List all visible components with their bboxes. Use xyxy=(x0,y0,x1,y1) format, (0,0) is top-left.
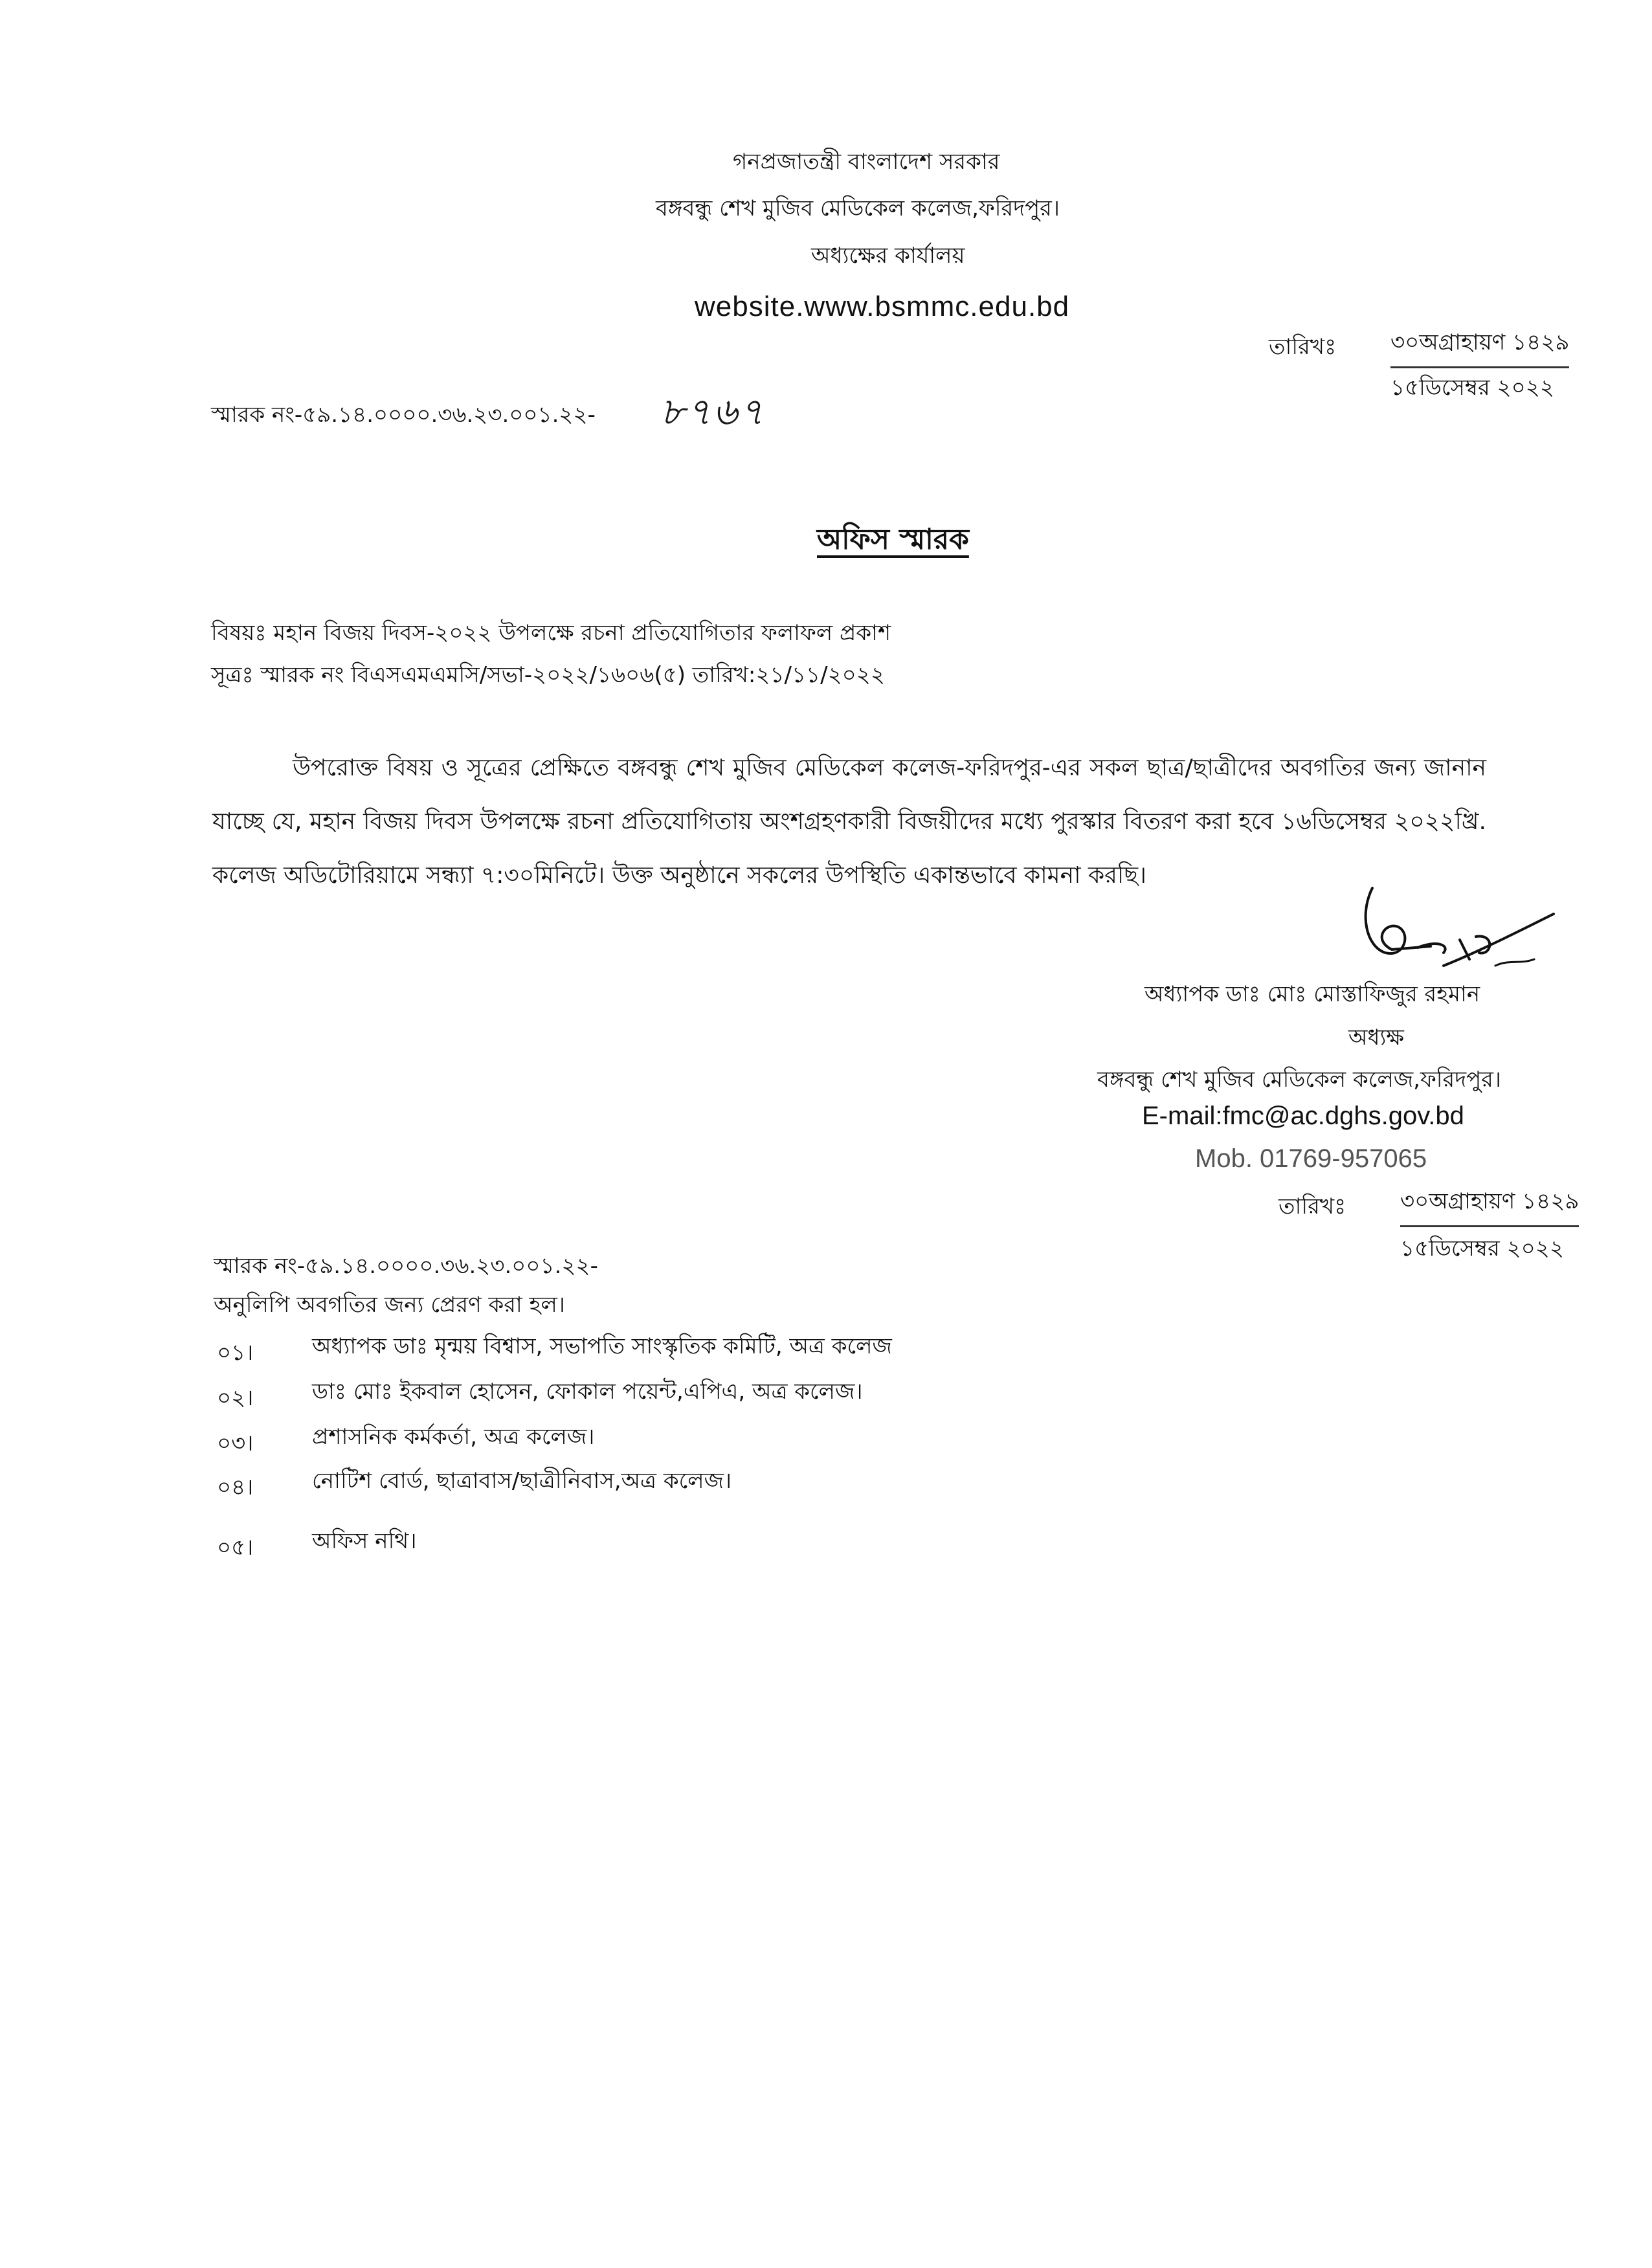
english-date-bottom: ১৫ডিসেম্বর ২০২২ xyxy=(1400,1236,1564,1262)
signatory-designation: অধ্যক্ষ xyxy=(1348,1025,1404,1051)
list-item: অধ্যাপক ডাঃ মৃন্ময় বিশ্বাস, সভাপতি সাংস্কৃতিক কমিটি, অত্র কলেজ xyxy=(312,1333,892,1359)
list-item-number: ০২। xyxy=(217,1385,254,1411)
list-item-number: ০৩। xyxy=(217,1430,254,1456)
subject-line: বিষয়ঃ মহান বিজয় দিবস-২০২২ উপলক্ষে রচনা প্রতিযোগিতার ফলাফল প্রকাশ xyxy=(211,620,891,646)
list-item-number: ০১। xyxy=(217,1340,254,1366)
signatory-email[interactable]: E-mail:fmc@ac.dghs.gov.bd xyxy=(1142,1102,1464,1130)
office-name: অধ্যক্ষের কার্যালয় xyxy=(811,243,965,269)
website-link[interactable]: website.www.bsmmc.edu.bd xyxy=(695,291,1070,322)
memo-number: স্মারক নং-৫৯.১৪.০০০০.৩৬.২৩.০০১.২২- xyxy=(211,402,596,428)
list-item: অফিস নথি। xyxy=(312,1528,417,1554)
college-name: বঙ্গবন্ধু শেখ মুজিব মেডিকেল কলেজ,ফরিদপুর। xyxy=(656,195,1060,221)
list-item: প্রশাসনিক কর্মকর্তা, অত্র কলেজ। xyxy=(312,1424,595,1450)
english-date: ১৫ডিসেম্বর ২০২২ xyxy=(1390,375,1554,401)
list-item-number: ০৪। xyxy=(217,1474,254,1500)
body-text: উপরোক্ত বিষয় ও সূত্রের প্রেক্ষিতে বঙ্গবন্ধু শেখ মুজিব মেডিকেল কলেজ-ফরিদপুর-এর সকল ছাত্র/ছাত্রীদের অবগতির জন্য জানান যাচ্ছে যে, মহান বিজয় দিবস উপলক্ষে রচনা প্রতিযোগিতায় অংশগ্রহণকারী বিজয়ীদের মধ্যে পুরস্কার বিতরণ করা হবে ১৬ডিসেম্বর ২০২২খ্রি. কলেজ অডিটোরিয়ামে সন্ধ্যা ৭:৩০মিনিটে। উক্ত অনুষ্ঠানে সকলের উপস্থিতি একান্তভাবে কামনা করছি। xyxy=(212,755,1486,889)
date-label-bottom: তারিখঃ xyxy=(1278,1194,1346,1219)
list-item: ডাঃ মোঃ ইকবাল হোসেন, ফোকাল পয়েন্ট,এপিএ, অত্র কলেজ। xyxy=(312,1379,863,1405)
government-name: গনপ্রজাতন্ত্রী বাংলাদেশ সরকার xyxy=(733,149,1000,175)
signature-image xyxy=(1346,875,1567,972)
copy-intro: অনুলিপি অবগতির জন্য প্রেরণ করা হল। xyxy=(214,1292,565,1318)
list-item-number: ০৫। xyxy=(217,1535,254,1561)
handwritten-memo-number: ৮৭৬৭ xyxy=(660,390,766,434)
body-paragraph xyxy=(212,741,1486,902)
bangla-date-bottom: ৩০অগ্রাহায়ণ ১৪২৯ xyxy=(1400,1184,1579,1227)
date-label: তারিখঃ xyxy=(1269,334,1337,360)
list-item: নোটিশ বোর্ড, ছাত্রাবাস/ছাত্রীনিবাস,অত্র কলেজ। xyxy=(312,1468,732,1494)
reference-line: সূত্রঃ স্মারক নং বিএসএমএমসি/সভা-২০২২/১৬০৬(৫) তারিখ:২১/১১/২০২২ xyxy=(211,662,885,688)
copy-memo-number: স্মারক নং-৫৯.১৪.০০০০.৩৬.২৩.০০১.২২- xyxy=(214,1253,598,1279)
document-title: অফিস স্মারক xyxy=(817,523,969,556)
signatory-name: অধ্যাপক ডাঃ মোঃ মোস্তাফিজুর রহমান xyxy=(1144,981,1480,1007)
signatory-college: বঙ্গবন্ধু শেখ মুজিব মেডিকেল কলেজ,ফরিদপুর। xyxy=(1097,1067,1502,1093)
signatory-mobile: Mob. 01769-957065 xyxy=(1195,1144,1427,1173)
bangla-date: ৩০অগ্রাহায়ণ ১৪২৯ xyxy=(1390,326,1569,368)
